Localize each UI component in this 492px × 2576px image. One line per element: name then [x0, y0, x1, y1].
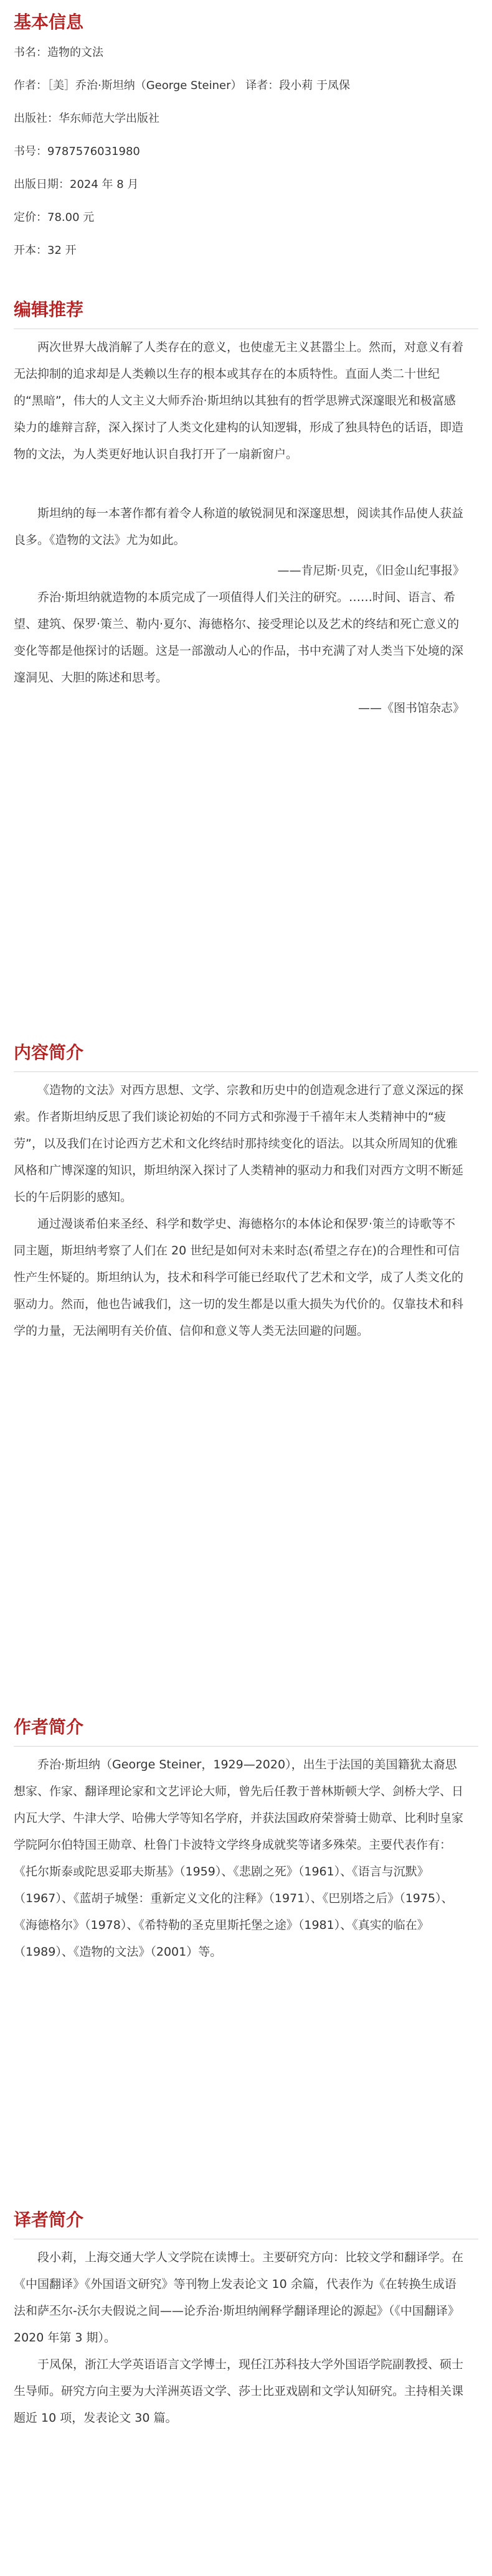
author-intro-section	[0, 1715, 492, 1966]
editor-quote-paragraph: 斯坦纳的每一本著作都有着令人称道的敏锐洞见和深邃思想，阅读其作品使人获益良多。《造物的文法》尤为如此。	[14, 506, 464, 547]
translator-intro-section	[0, 2208, 492, 2432]
section-divider	[14, 1746, 478, 1747]
editor-paragraph: 两次世界大战消解了人类存在的意义，也使虚无主义甚嚣尘上。然而，对意义有着无法抑制的追求却是人类赖以生存的根本或其存在的本质特性。直面人类二十世纪的“黑暗”，伟大的人文主义大师乔治·斯坦纳以其独有的哲学思辨式深邃眼光和极富感染力的雄辩言辞，深入探讨了人类文化建构的认知逻辑，形成了独具特色的话语，即造物的文法，为人类更好地认识自我打开了一扇新窗户。	[14, 340, 464, 461]
basic-info-list	[0, 46, 492, 258]
basic-info-title: 基本信息	[14, 12, 84, 32]
quote-source: ——肯尼斯·贝克，《旧金山纪事报》	[277, 564, 465, 577]
author-intro-title: 作者简介	[14, 1717, 84, 1737]
translator-intro-paragraph: 于凤保，浙江大学英语语言文学博士，现任江苏科技大学外国语学院副教授、硕士生导师。研究方向主要为大洋洲英语文学、莎士比亚戏剧和文学认知研究。主持相关课题近 10 项，发表论文 30 篇。	[14, 2358, 464, 2425]
editor-recommendation-section	[0, 297, 492, 722]
basic-info-section	[0, 10, 492, 258]
info-author-translator: 作者：［美］乔治·斯坦纳（George Steiner） 译者：段小莉 于凤保	[14, 79, 350, 92]
translator-intro-title: 译者简介	[14, 2210, 84, 2230]
quote-source: ——《图书馆杂志》	[357, 701, 465, 715]
info-pub-date: 出版日期：2024 年 8 月	[14, 178, 139, 191]
translator-intro-paragraph: 段小莉，上海交通大学人文学院在读博士。主要研究方向：比较文学和翻译学。在《中国翻译》《外国语文研究》等刊物上发表论文 10 余篇，代表作为《在转换生成语法和萨丕尔-沃尔夫假说之间——论乔治·斯坦纳阐释学翻译理论的源起》（《中国翻译》2020 年第 3 期）。	[14, 2251, 464, 2345]
content-intro-paragraph: 通过漫谈希伯来圣经、科学和数学史、海德格尔的本体论和保罗·策兰的诗歌等不同主题，斯坦纳考察了人们在 20 世纪是如何对未来时态(希望之存在)的合理性和可信性产生怀疑的。斯坦纳认为，技术和科学可能已经取代了艺术和文学，成了人类文化的驱动力。然而，他也告诫我们，这一切的发生都是以重大损失为代价的。仅靠技术和科学的力量，无法阐明有关价值、信仰和意义等人类无法回避的问题。	[14, 1217, 464, 1338]
info-publisher: 出版社：华东师范大学出版社	[14, 112, 159, 125]
section-divider	[14, 1071, 478, 1072]
author-intro-paragraph: 乔治·斯坦纳（George Steiner，1929—2020），出生于法国的美国籍犹太裔思想家、作家、翻译理论家和文艺评论大师，曾先后任教于普林斯顿大学、剑桥大学、日内瓦大学、牛津大学、哈佛大学等知名学府，并获法国政府荣誉骑士勋章、比利时皇家学院阿尔伯特国王勋章、杜鲁门卡波特文学终身成就奖等诸多殊荣。主要代表作有：《托尔斯泰或陀思妥耶夫斯基》（1959）、《悲剧之死》（1961）、《语言与沉默》（1967）、《蓝胡子城堡：重新定义文化的注释》（1971）、《巴别塔之后》（1975）、《海德格尔》（1978）、《希特勒的圣克里斯托堡之途》（1981）、《真实的临在》（1989）、《造物的文法》（2001）等。	[14, 1758, 464, 1959]
editor-quote-paragraph: 乔治·斯坦纳就造物的本质完成了一项值得人们关注的研究。……时间、语言、希望、建筑、保罗·策兰、勒内·夏尔、海德格尔、接受理论以及艺术的终结和死亡意义的变化等都是他探讨的话题。这是一部激动人心的作品，书中充满了对人类当下处境的深邃洞见、大胆的陈述和思考。	[14, 590, 464, 684]
content-intro-section	[0, 1040, 492, 1345]
info-isbn: 书号：9787576031980	[14, 145, 140, 158]
info-price: 定价：78.00 元	[14, 211, 95, 224]
info-book-title: 书名：造物的文法	[14, 46, 103, 59]
content-intro-paragraph: 《造物的文法》对西方思想、文学、宗教和历史中的创造观念进行了意义深远的探索。作者斯坦纳反思了我们谈论初始的不同方式和弥漫于千禧年末人类精神中的“疲劳”，以及我们在讨论西方艺术和文化终结时那持续变化的语法。以其众所周知的优雅风格和广博深邃的知识，斯坦纳深入探讨了人类精神的驱动力和我们对西方文明不断延长的午后阴影的感知。	[14, 1083, 464, 1204]
info-format: 开本：32 开	[14, 244, 77, 257]
content-intro-title: 内容简介	[14, 1042, 84, 1063]
editor-recommendation-title: 编辑推荐	[14, 299, 84, 320]
